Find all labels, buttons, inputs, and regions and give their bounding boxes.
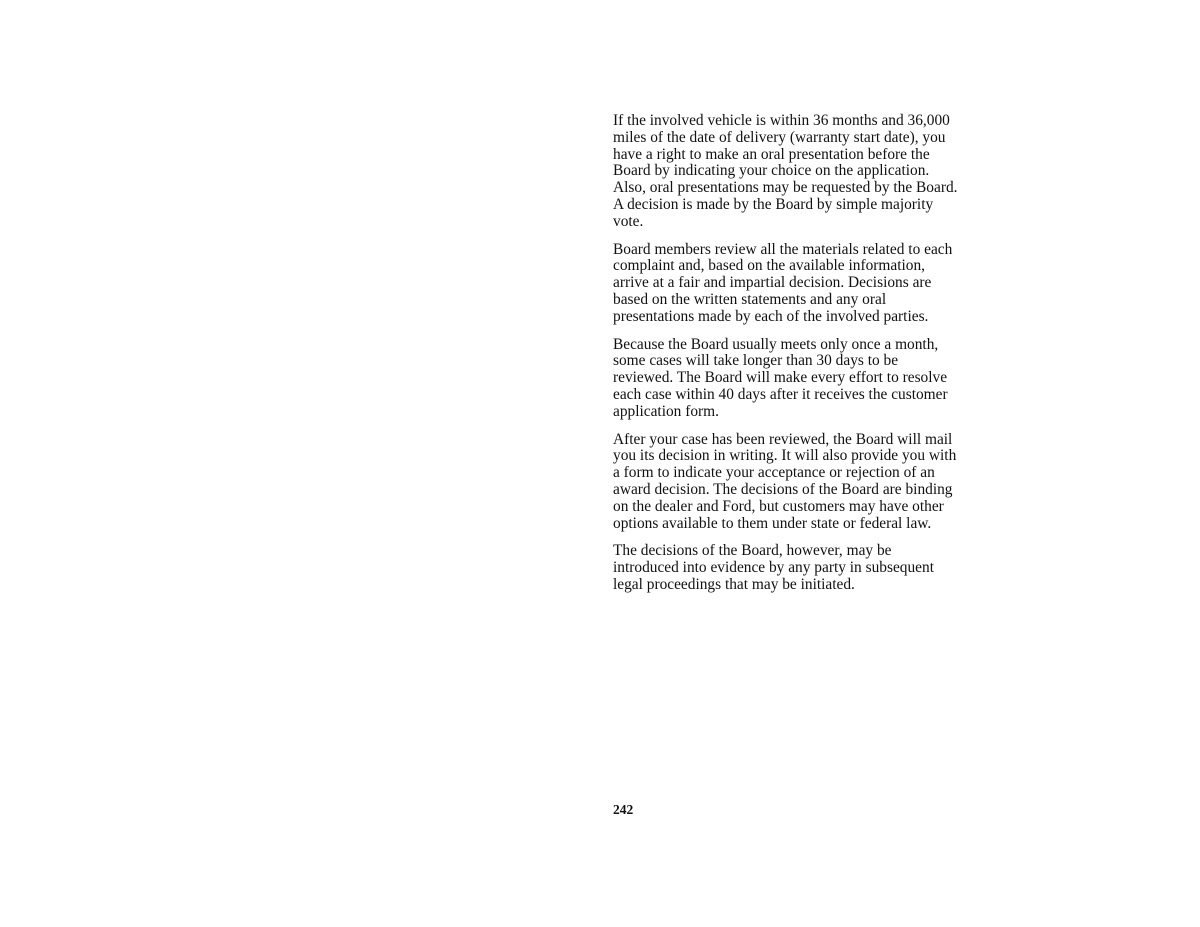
paragraph-oral-presentation: If the involved vehicle is within 36 months and 36,000 miles of the date of delivery (warranty start date), you have a right to make an oral presentation before the Board by indicating your choice on the application. Also, oral presentations may be requested by the Board. A decision is made by the Board by simple majority vote. <box>613 112 958 230</box>
body-text-column <box>613 113 959 605</box>
paragraph-legal-evidence: The decisions of the Board, however, may be introduced into evidence by any party in subsequent legal proceedings that may be initiated. <box>613 542 934 593</box>
page-number: 242 <box>613 802 634 817</box>
paragraph-decision-mailing: After your case has been reviewed, the Board will mail you its decision in writing. It will also provide you with a form to indicate your acceptance or rejection of an award decision. The decisions of the Board are binding on the dealer and Ford, but customers may have other options available to them under state or federal law. <box>613 430 957 532</box>
paragraph-board-review: Board members review all the materials related to each complaint and, based on the available information, arrive at a fair and impartial decision. Decisions are based on the written statements and any oral presentations made by each of the involved parties. <box>613 240 953 325</box>
paragraph-meeting-schedule: Because the Board usually meets only once a month, some cases will take longer than 30 days to be reviewed. The Board will make every effort to resolve each case within 40 days after it receives the customer application form. <box>613 335 948 420</box>
